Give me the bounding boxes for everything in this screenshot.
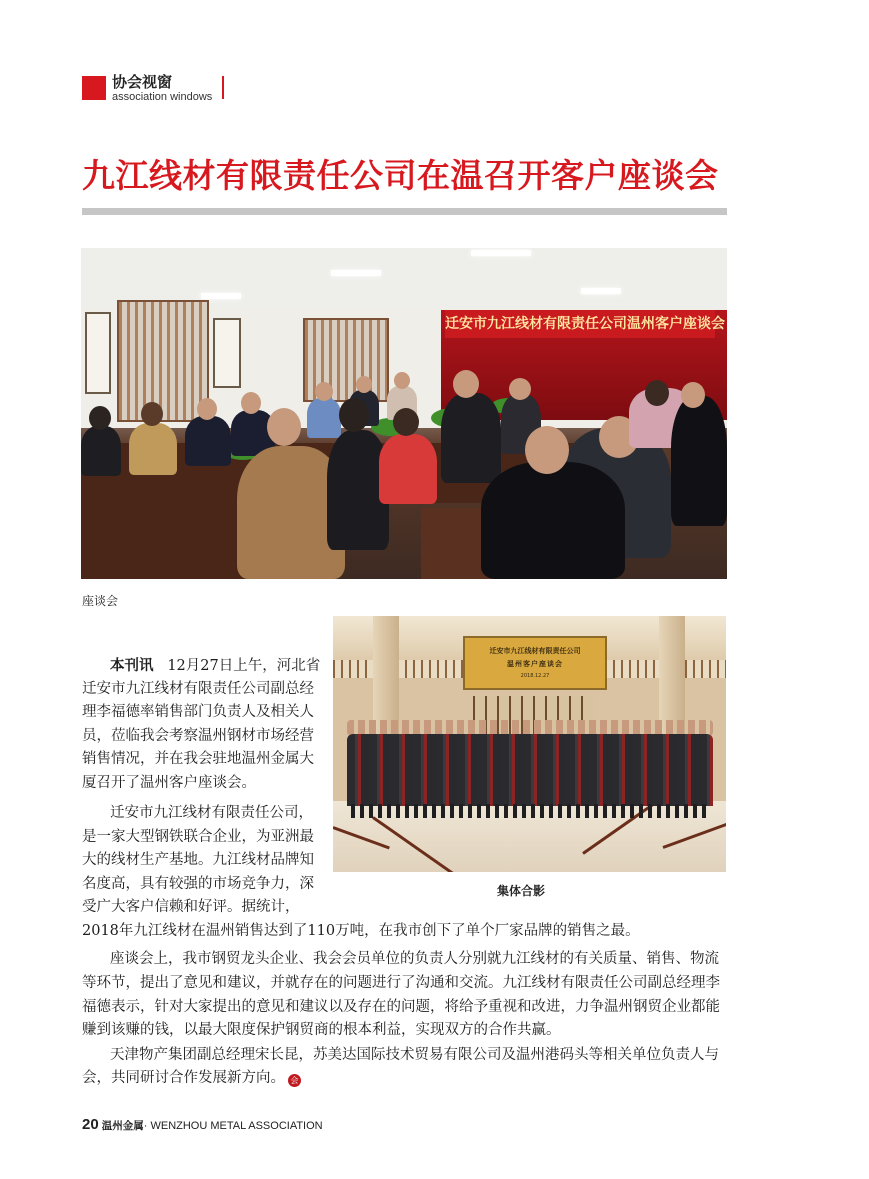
- section-title-cn: 协会视窗: [112, 73, 173, 91]
- group-photo-caption: 集体合影: [497, 884, 546, 898]
- sign-line-2: 温州客户座谈会: [507, 660, 563, 668]
- paragraph-1-line: 迁安市九江线材有限责任公司副总经: [82, 681, 314, 697]
- group-photo: [333, 616, 726, 872]
- news-lead: 本刊讯: [110, 658, 154, 674]
- paragraph-2-line: 迁安市九江线材有限责任公司，: [110, 805, 313, 821]
- paragraph-2-line: 受广大客户信赖和好评。据统计，: [82, 899, 300, 915]
- paragraph-3-line: 座谈会上，我市钢贸龙头企业、我会会员单位的负责人分别就九江线材的有关质量、销售、物流: [110, 951, 719, 967]
- section-marker-block: [82, 76, 106, 100]
- publication-name-cn: 温州金属: [101, 1120, 144, 1132]
- section-divider: [222, 76, 224, 99]
- article-end-icon: 会: [288, 1074, 301, 1087]
- sign-date: 2018.12.27: [520, 673, 550, 679]
- page-number: 20: [82, 1116, 99, 1133]
- paragraph-2-line: 大的线材生产基地。九江线材品牌知: [82, 852, 314, 868]
- paragraph-1-line: 员，莅临我会考察温州钢材市场经营: [82, 728, 314, 744]
- title-rule: [82, 208, 727, 215]
- meeting-photo-caption: 座谈会: [82, 594, 119, 608]
- paragraph-1-line-1: 本刊讯 12月27日上午，河北省: [110, 658, 321, 674]
- paragraph-2-line: 是一家大型钢铁联合企业，为亚洲最: [82, 829, 314, 845]
- article-title: 九江线材有限责任公司在温召开客户座谈会: [82, 156, 719, 195]
- paragraph-3-line: 等环节，提出了意见和建议，并就存在的问题进行了沟通和交流。九江线材有限责任公司副总经理李: [82, 975, 720, 991]
- group-photo-sign: [463, 636, 607, 690]
- paragraph-2-line: 2018年九江线材在温州销售达到了110万吨，在我市创下了单个厂家品牌的销售之最。: [82, 923, 640, 939]
- publication-name-en: · WENZHOU METAL ASSOCIATION: [143, 1120, 323, 1132]
- sign-line-1: 迁安市九江线材有限责任公司: [489, 647, 581, 655]
- paragraph-4-line: 会，共同研讨合作发展新方向。 会: [82, 1067, 301, 1090]
- paragraph-1-line: 销售情况，并在我会驻地温州金属大: [82, 751, 314, 767]
- meeting-banner: 迁安市九江线材有限责任公司温州客户座谈会: [445, 310, 715, 338]
- page-footer: [82, 1116, 323, 1133]
- paragraph-1-line: 厦召开了温州客户座谈会。: [82, 775, 256, 791]
- paragraph-3-line: 福德表示，针对大家提出的意见和建议以及存在的问题，将给予重视和改进，力争温州钢贸企业都能: [82, 999, 720, 1015]
- paragraph-3-line: 赚到该赚的钱，以最大限度保护钢贸商的根本利益，实现双方的合作共赢。: [82, 1022, 561, 1038]
- paragraph-2-line: 名度高，具有较强的市场竞争力，深: [82, 876, 314, 892]
- meeting-photo: [81, 248, 727, 579]
- section-title-en: association windows: [112, 91, 213, 103]
- paragraph-4-line: 天津物产集团副总经理宋长昆，苏美达国际技术贸易有限公司及温州港码头等相关单位负责人与: [110, 1047, 719, 1063]
- paragraph-1-line: 理李福德率销售部门负责人及相关人: [82, 704, 314, 720]
